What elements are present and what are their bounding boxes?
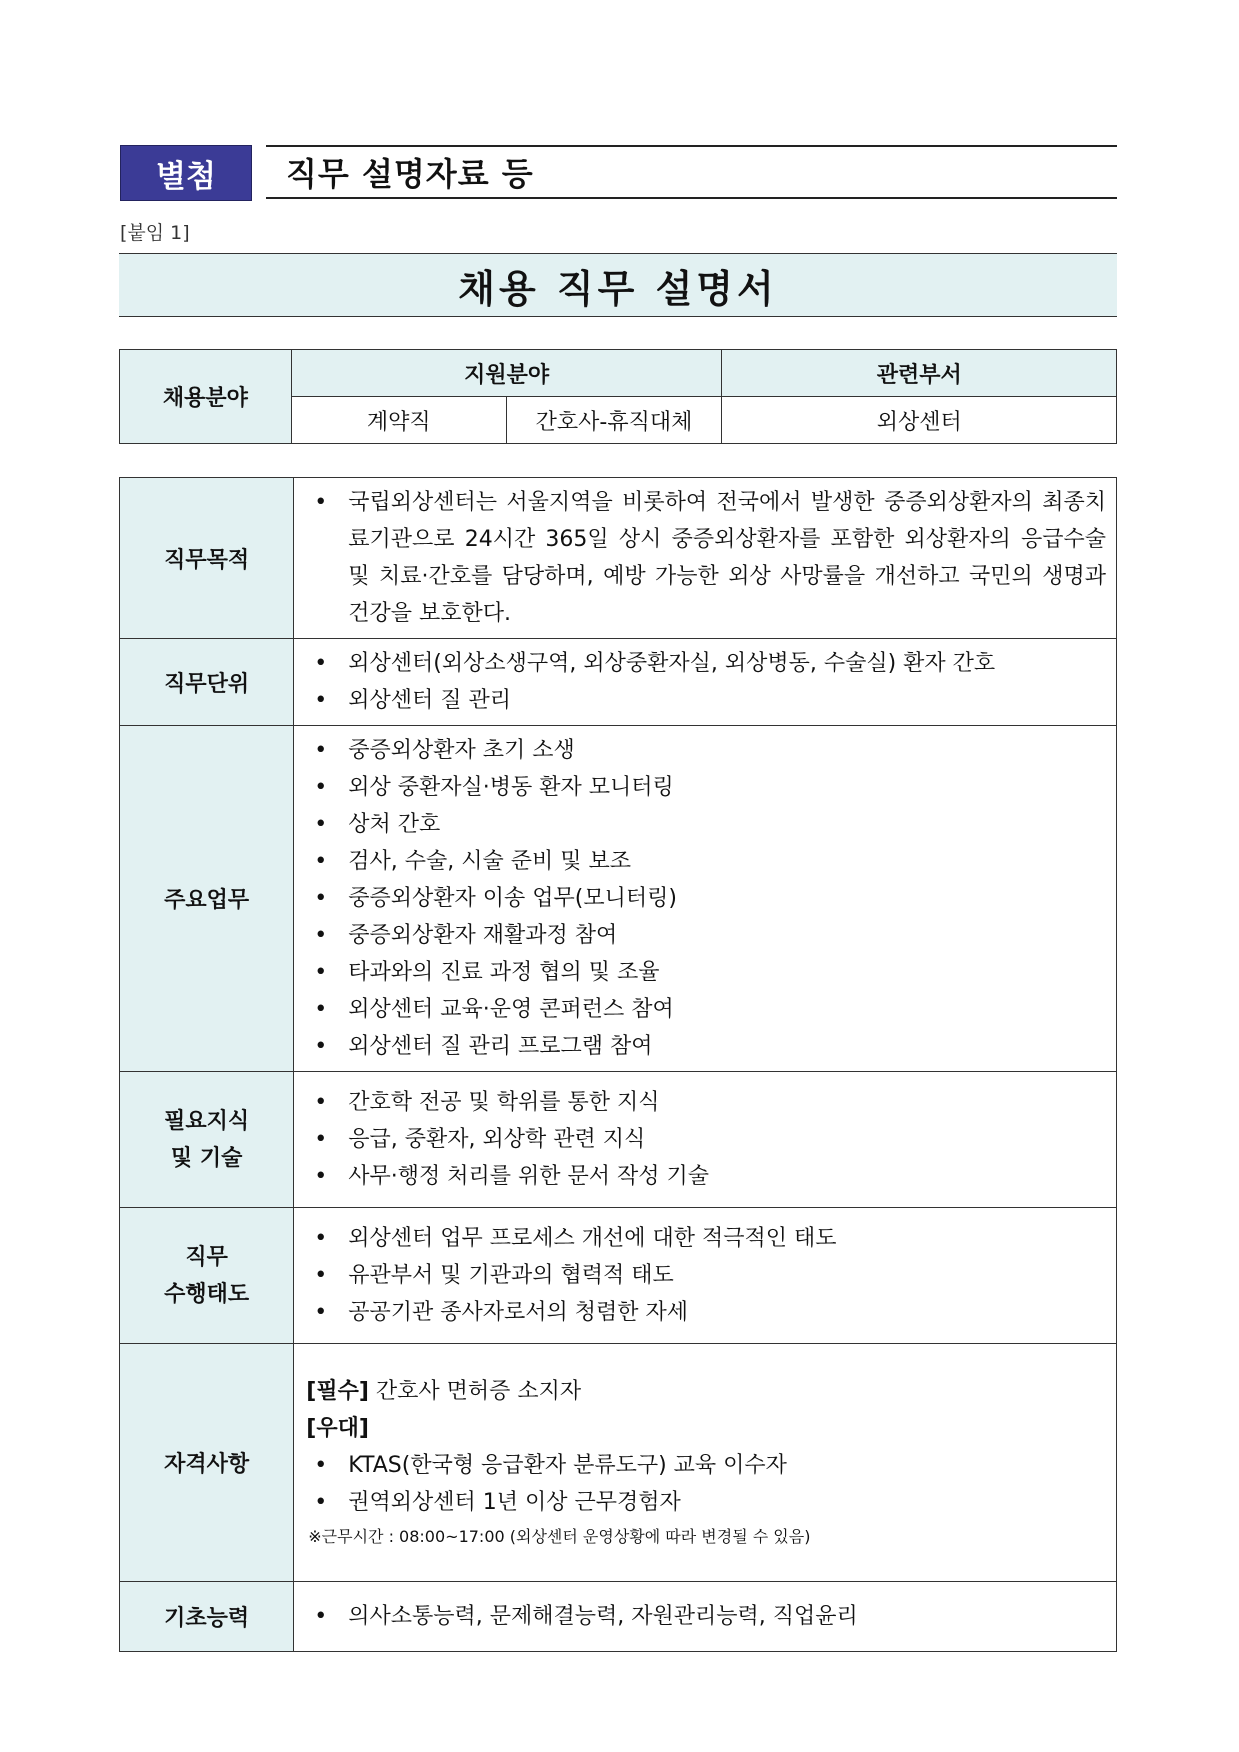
recruit-field-label: 채용분야 (120, 350, 292, 444)
work-attitude-content (294, 1208, 1117, 1344)
apply-field-header: 지원분야 (291, 350, 722, 397)
list-item: • 중증외상환자 초기 소생 (306, 732, 1106, 769)
list-item: • 외상센터 질 관리 (306, 682, 1106, 719)
main-duties-label: 주요업무 (120, 726, 294, 1072)
main-title: 채용 직무 설명서 (458, 266, 778, 311)
list-item: • 검사, 수술, 시술 준비 및 보조 (306, 843, 1106, 880)
list-item: • 외상센터 교육·운영 콘퍼런스 참여 (306, 991, 1106, 1028)
list-item: • 간호학 전공 및 학위를 통한 지식 (306, 1084, 1106, 1121)
list-item: • 권역외상센터 1년 이상 근무경험자 (306, 1484, 1106, 1521)
list-item: • 공공기관 종사자로서의 청렴한 자세 (306, 1294, 1106, 1331)
attachment-label: [붙임 1] (120, 222, 190, 244)
job-description-table (119, 477, 1117, 1652)
list-item: • 유관부서 및 기관과의 협력적 태도 (306, 1257, 1106, 1294)
work-attitude-label (120, 1208, 294, 1344)
work-hours-note: ※근무시간 : 08:00~17:00 (외상센터 운영상황에 따라 변경될 수 있음) (308, 1526, 811, 1546)
list-item: • 타과와의 진료 과정 협의 및 조율 (306, 954, 1106, 991)
list-item: • KTAS(한국형 응급환자 분류도구) 교육 이수자 (306, 1447, 1106, 1484)
department-cell: 외상센터 (722, 397, 1117, 444)
header-title: 직무 설명자료 등 (286, 155, 534, 193)
header-title-bar (266, 145, 1117, 199)
required-knowledge-label-line2: 및 기술 (170, 1145, 243, 1171)
attachment-badge: 별첨 (120, 145, 252, 201)
qualifications-content (294, 1344, 1117, 1582)
qualifications-label: 자격사항 (120, 1344, 294, 1582)
list-item: • 중증외상환자 재활과정 참여 (306, 917, 1106, 954)
list-item: • 외상센터(외상소생구역, 외상중환자실, 외상병동, 수술실) 환자 간호 (306, 645, 1106, 682)
list-item: • 외상 중환자실·병동 환자 모니터링 (306, 769, 1106, 806)
position-cell: 간호사-휴직대체 (506, 397, 722, 444)
list-item: • 사무·행정 처리를 위한 문서 작성 기술 (306, 1158, 1106, 1195)
job-unit-content (294, 639, 1117, 726)
main-duties-content (294, 726, 1117, 1072)
required-knowledge-content (294, 1072, 1117, 1208)
required-qualification (306, 1373, 1106, 1410)
basic-competency-label: 기초능력 (120, 1582, 294, 1652)
required-knowledge-label (120, 1072, 294, 1208)
employment-type-cell: 계약직 (291, 397, 506, 444)
list-item: • 외상센터 질 관리 프로그램 참여 (306, 1028, 1106, 1065)
work-attitude-label-line1: 직무 (185, 1244, 228, 1270)
job-unit-label: 직무단위 (120, 639, 294, 726)
job-purpose-content (294, 478, 1117, 639)
preferred-tag: [우대] (306, 1415, 369, 1441)
list-item: • 의사소통능력, 문제해결능력, 자원관리능력, 직업윤리 (306, 1598, 1106, 1635)
page-header (120, 145, 1117, 201)
list-item: • 상처 간호 (306, 806, 1106, 843)
recruit-field-table (119, 349, 1117, 444)
list-item: • 국립외상센터는 서울지역을 비롯하여 전국에서 발생한 중증외상환자의 최종치료기관으로 24시간 365일 상시 중증외상환자를 포함한 외상환자의 응급수술 및 치료·간호를 담당하며, 예방 가능한 외상 사망률을 개선하고 국민의 생명과 건강을 보호한다. (306, 484, 1106, 632)
list-item: • 외상센터 업무 프로세스 개선에 대한 적극적인 태도 (306, 1220, 1106, 1257)
list-item: • 응급, 중환자, 외상학 관련 지식 (306, 1121, 1106, 1158)
required-tag: [필수] (306, 1378, 369, 1404)
work-attitude-label-line2: 수행태도 (164, 1281, 250, 1307)
required-knowledge-label-line1: 필요지식 (164, 1108, 250, 1134)
related-dept-header: 관련부서 (722, 350, 1117, 397)
main-title-bar (119, 253, 1117, 317)
basic-competency-content (294, 1582, 1117, 1652)
list-item: • 중증외상환자 이송 업무(모니터링) (306, 880, 1106, 917)
job-purpose-label: 직무목적 (120, 478, 294, 639)
required-text: 간호사 면허증 소지자 (375, 1378, 582, 1404)
